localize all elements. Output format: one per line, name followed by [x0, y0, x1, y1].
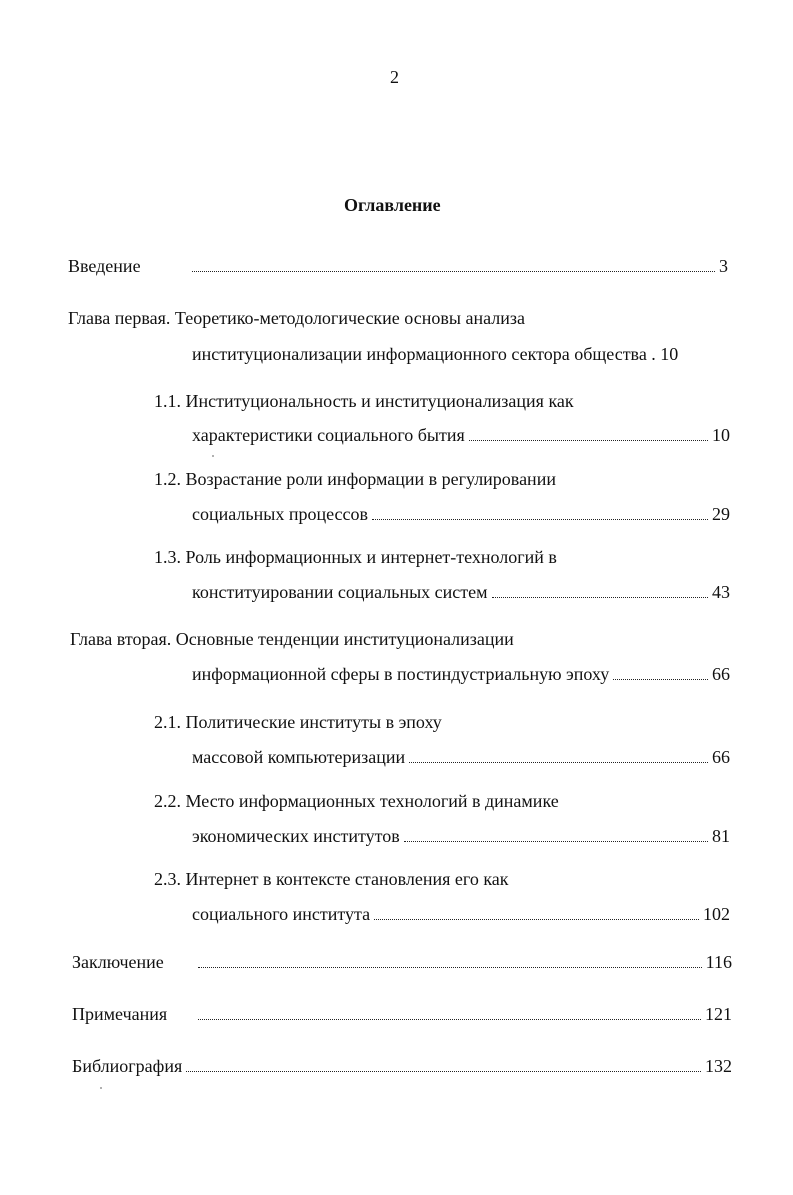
- dot-leader: [409, 762, 708, 763]
- toc-section-1-2: [192, 505, 730, 524]
- dot-leader: [186, 1071, 701, 1072]
- toc-section-2-3: [192, 905, 730, 924]
- dot-leader: [492, 597, 708, 598]
- toc-page-number: 3: [719, 256, 728, 276]
- dot-leader: [404, 841, 708, 842]
- toc-entry-label: массовой компьютеризации: [192, 747, 406, 767]
- toc-page-number: 81: [712, 826, 730, 846]
- toc-section-1-3: [192, 583, 730, 602]
- scan-speck: [100, 1087, 102, 1089]
- toc-page-number: 10: [712, 425, 730, 445]
- toc-section-2-1-line1: 2.1. Политические институты в эпоху: [154, 712, 442, 732]
- toc-entry-label: экономических институтов: [192, 826, 400, 846]
- toc-entry-label: характеристики социального бытия: [192, 425, 465, 445]
- toc-chapter1-line1: Глава первая. Теоретико-методологические основы анализа: [68, 308, 525, 328]
- toc-section-1-1: [192, 426, 730, 445]
- toc-entry-notes: [72, 1005, 732, 1024]
- toc-section-2-2-line1: 2.2. Место информационных технологий в динамике: [154, 791, 559, 811]
- toc-entry-label: информационной сферы в постиндустриальную эпоху: [192, 664, 610, 684]
- toc-page-number: 66: [712, 664, 730, 684]
- dot-leader: [372, 519, 708, 520]
- toc-chapter1-line2: институционализации информационного сектора общества . 10: [192, 344, 679, 364]
- toc-section-2-3-line1: 2.3. Интернет в контексте становления его как: [154, 869, 509, 889]
- toc-chapter2: [192, 665, 730, 684]
- toc-entry-conclusion: [72, 953, 732, 972]
- toc-page-number: 121: [705, 1004, 732, 1024]
- toc-page-number: 29: [712, 504, 730, 524]
- toc-entry-label: конституировании социальных систем: [192, 582, 488, 602]
- toc-entry-intro: [68, 257, 728, 276]
- toc-section-1-3-line1: 1.3. Роль информационных и интернет-технологий в: [154, 547, 557, 567]
- toc-page-number: 132: [705, 1056, 732, 1076]
- dot-leader: [613, 679, 708, 680]
- toc-title: Оглавление: [344, 195, 441, 215]
- dot-leader: [192, 271, 715, 272]
- toc-entry-label: Заключение: [72, 952, 164, 972]
- toc-section-1-2-line1: 1.2. Возрастание роли информации в регулировании: [154, 469, 556, 489]
- toc-page-number: 66: [712, 747, 730, 767]
- toc-entry-label: Примечания: [72, 1004, 168, 1024]
- toc-section-2-2: [192, 827, 730, 846]
- scan-speck: [212, 455, 214, 457]
- toc-section-2-1: [192, 748, 730, 767]
- page-number: 2: [390, 67, 399, 87]
- toc-entry-label: социальных процессов: [192, 504, 369, 524]
- toc-entry-label: Введение: [68, 256, 141, 276]
- toc-section-1-1-line1: 1.1. Институциональность и институционализация как: [154, 391, 574, 411]
- dot-leader: [198, 967, 702, 968]
- toc-chapter2-line1: Глава вторая. Основные тенденции институционализации: [70, 629, 514, 649]
- toc-page-number: 43: [712, 582, 730, 602]
- toc-page-number: 102: [703, 904, 730, 924]
- toc-page-number: 116: [705, 952, 732, 972]
- dot-leader: [198, 1019, 701, 1020]
- toc-entry-label: Библиография: [72, 1056, 183, 1076]
- toc-entry-label: социального института: [192, 904, 371, 924]
- dot-leader: [374, 919, 699, 920]
- toc-entry-bibliography: [72, 1057, 732, 1076]
- dot-leader: [469, 440, 708, 441]
